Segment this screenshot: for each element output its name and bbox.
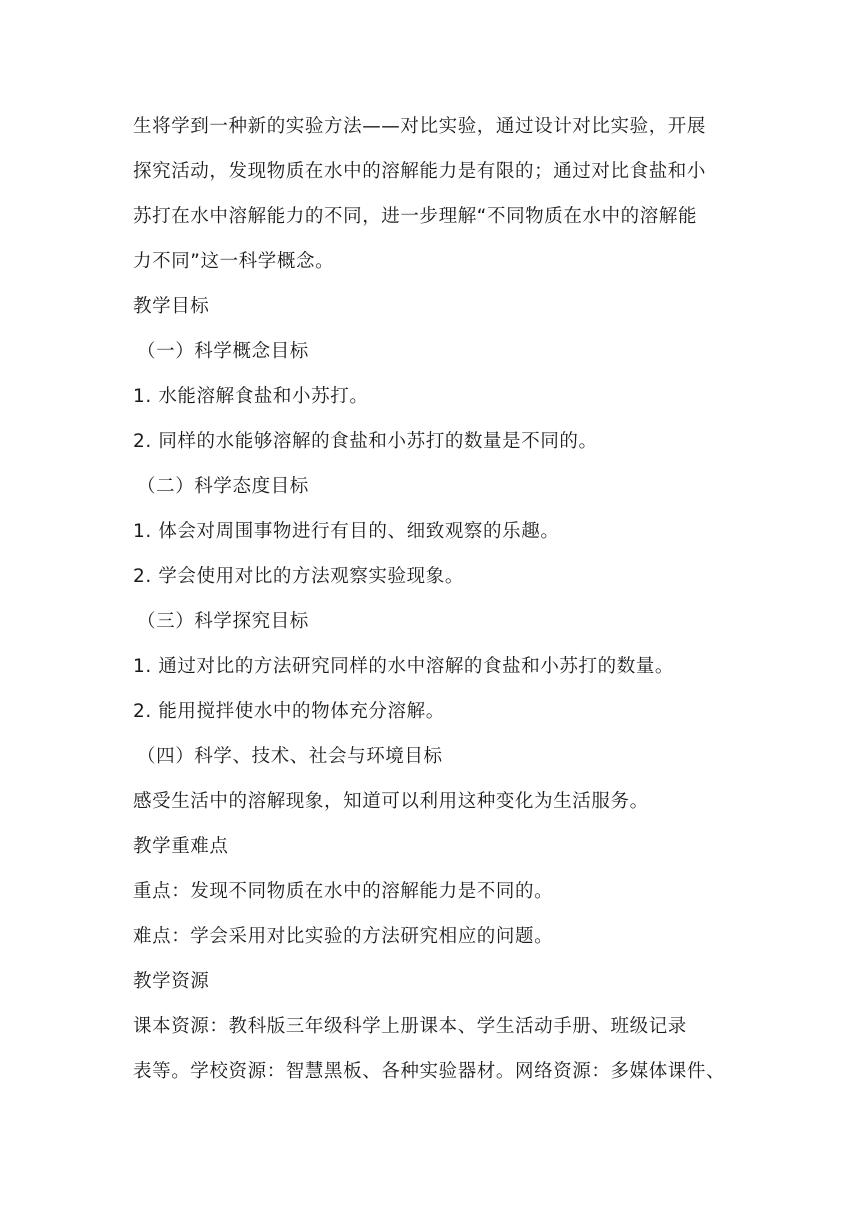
goal-concept-heading: （一）科学概念目标 [137, 341, 309, 362]
key-points-heading: 教学重难点 [133, 836, 229, 857]
resources-line-1: 课本资源：教科版三年级科学上册课本、学生活动手册、班级记录 [133, 1016, 687, 1037]
goal-concept-item-1: 1. 水能溶解食盐和小苏打。 [133, 386, 369, 407]
intro-line-4: 力不同”这一科学概念。 [133, 251, 335, 272]
resources-line-2: 表等。学校资源：智慧黑板、各种实验器材。网络资源：多媒体课件、 [133, 1061, 726, 1082]
goal-sts-text: 感受生活中的溶解现象，知道可以利用这种变化为生活服务。 [133, 791, 649, 812]
intro-line-3: 苏打在水中溶解能力的不同，进一步理解“不同物质在水中的溶解能 [133, 206, 698, 227]
goals-heading: 教学目标 [133, 296, 210, 317]
document-body [133, 104, 733, 1094]
goal-attitude-item-2: 2. 学会使用对比的方法观察实验现象。 [133, 566, 464, 587]
goal-inquiry-item-2: 2. 能用搅拌使水中的物体充分溶解。 [133, 701, 445, 722]
goal-attitude-item-1: 1. 体会对周围事物进行有目的、细致观察的乐趣。 [133, 521, 560, 542]
goal-inquiry-heading: （三）科学探究目标 [137, 611, 309, 632]
goal-inquiry-item-1: 1. 通过对比的方法研究同样的水中溶解的食盐和小苏打的数量。 [133, 656, 675, 677]
key-point: 重点：发现不同物质在水中的溶解能力是不同的。 [133, 881, 554, 902]
intro-line-2: 探究活动，发现物质在水中的溶解能力是有限的；通过对比食盐和小 [133, 161, 707, 182]
goal-attitude-heading: （二）科学态度目标 [137, 476, 309, 497]
resources-heading: 教学资源 [133, 971, 210, 992]
intro-line-1: 生将学到一种新的实验方法——对比实验，通过设计对比实验，开展 [133, 116, 707, 137]
goal-concept-item-2: 2. 同样的水能够溶解的食盐和小苏打的数量是不同的。 [133, 431, 598, 452]
difficult-point: 难点：学会采用对比实验的方法研究相应的问题。 [133, 926, 554, 947]
goal-sts-heading: （四）科学、技术、社会与环境目标 [137, 746, 443, 767]
